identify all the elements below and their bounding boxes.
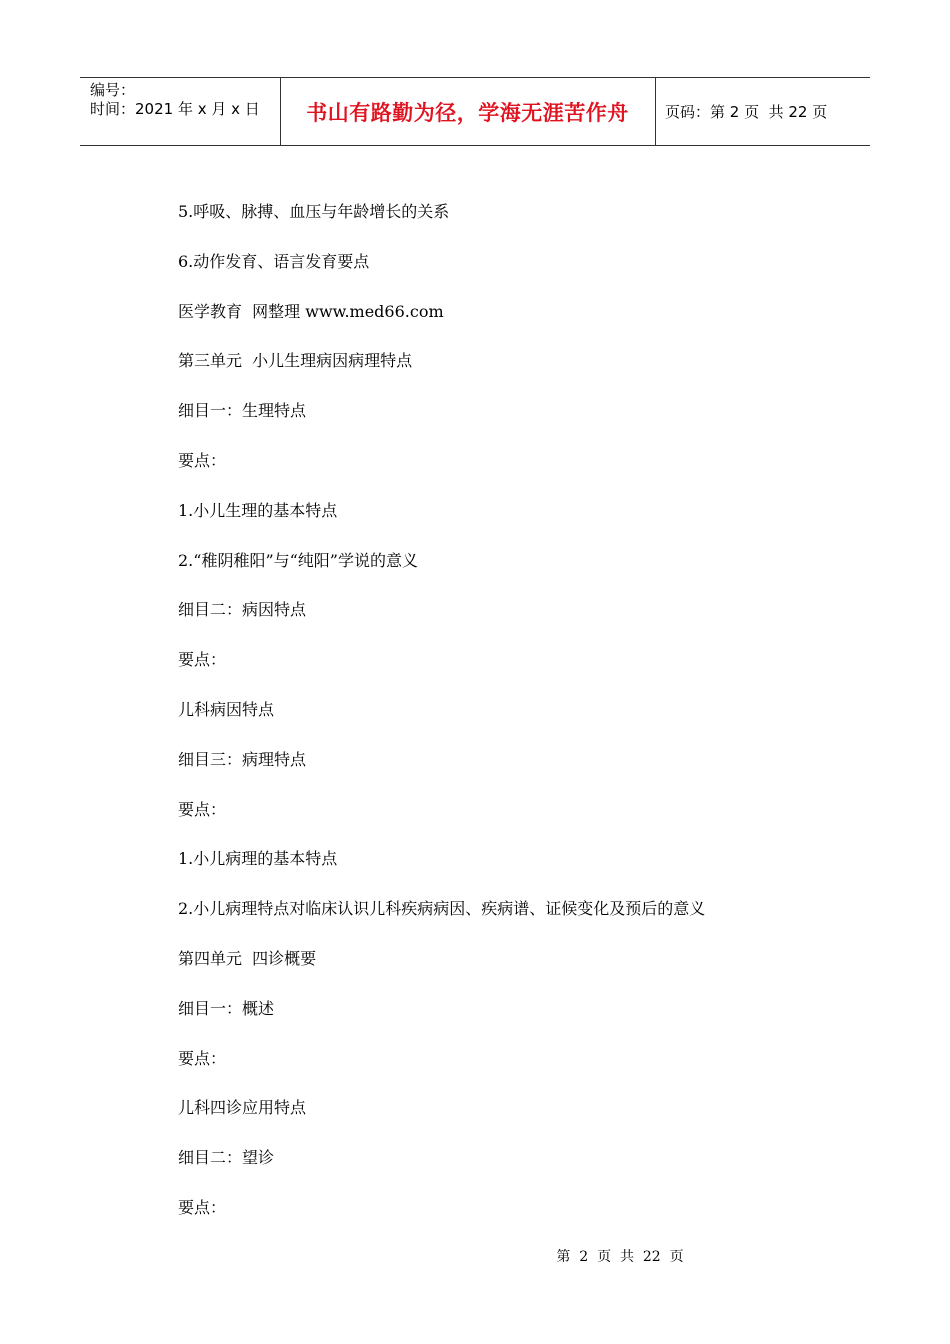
body-line: 细目二：病因特点	[178, 600, 307, 620]
body-line: 2.“稚阴稚阳”与“纯阳”学说的意义	[178, 550, 418, 570]
body-line: 要点：	[178, 450, 227, 470]
body-line: 1.小儿病理的基本特点	[178, 849, 338, 869]
body-line: 细目一：概述	[178, 998, 275, 1018]
body-line: 要点：	[178, 650, 227, 670]
body-line: 2.小儿病理特点对临床认识儿科疾病病因、疾病谱、证候变化及预后的意义	[178, 899, 706, 919]
header-page-info: 页码：第 2 页 共 22 页	[665, 103, 828, 121]
body-line: 细目三：病理特点	[178, 749, 307, 769]
body-line: 要点：	[178, 1197, 227, 1217]
section-heading: 第三单元 小儿生理病因病理特点	[178, 351, 413, 371]
document-number-label: 编号：	[90, 81, 136, 99]
document-time-label: 时间：2021 年 x 月 x 日	[90, 100, 260, 118]
body-line: 儿科四诊应用特点	[178, 1098, 307, 1118]
body-line: 细目二：望诊	[178, 1148, 275, 1168]
body-line: 要点：	[178, 1048, 227, 1068]
header-meta	[80, 78, 280, 145]
body-line: 6.动作发育、语言发育要点	[178, 251, 370, 271]
document-body	[178, 197, 818, 1243]
body-line: 1.小儿生理的基本特点	[178, 500, 338, 520]
body-line: 医学教育 网整理 www.med66.com	[178, 301, 444, 321]
header-motto: 书山有路勤为径，学海无涯苦作舟	[306, 100, 629, 125]
page-footer: 第 2 页 共 22 页	[556, 1249, 684, 1265]
body-line: 要点：	[178, 799, 227, 819]
body-line: 细目一：生理特点	[178, 401, 307, 421]
page-header	[80, 77, 870, 146]
body-line: 5.呼吸、脉搏、血压与年龄增长的关系	[178, 202, 450, 221]
section-heading: 第四单元 四诊概要	[178, 948, 317, 968]
body-line: 儿科病因特点	[178, 699, 275, 719]
